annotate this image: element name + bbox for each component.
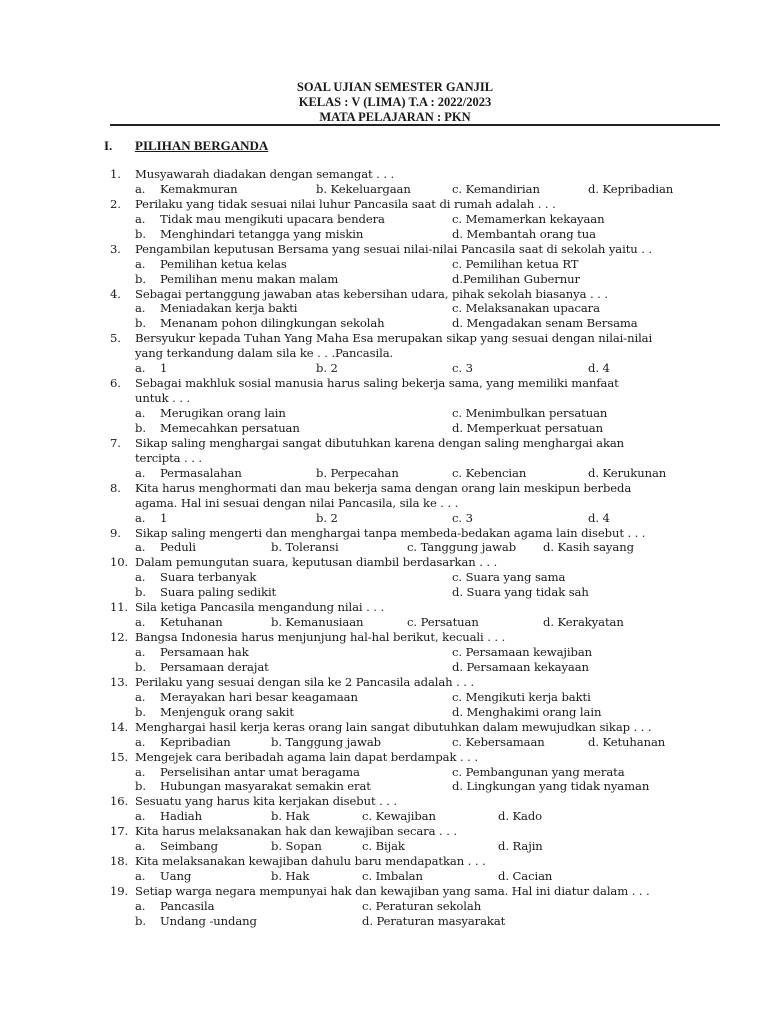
answer-option [362,914,505,929]
answer-option [135,272,338,287]
option-letter: b. [135,659,146,674]
option-text: d. Kasih sayang [543,540,634,555]
answer-option [362,839,405,854]
answer-option [135,212,385,227]
option-text: c. Pemilihan ketua RT [452,256,579,271]
answer-option [135,615,223,630]
option-text: c. Mengikuti kerja bakti [452,689,591,704]
option-text: Pancasila [160,898,215,913]
option-letter: a. [135,301,146,316]
option-letter: b. [135,704,146,719]
answer-option [452,779,649,794]
option-text: c. 3 [452,361,473,376]
question-number: 8. [110,480,121,495]
option-text: d. Kepribadian [588,181,674,196]
option-text: c. Persamaan kewajiban [452,645,593,659]
answer-option [135,914,257,929]
option-letter: b. [135,913,146,928]
option-text: Persamaan hak [160,645,249,659]
question-text: Pengambilan keputusan Bersama yang sesuai nilai-nilai Pancasila saat di sekolah yaitu . . [135,241,652,256]
question-item [0,526,768,556]
option-text: Merayakan hari besar keagamaan [160,689,358,704]
option-text: Kemakmuran [160,181,238,196]
question-list [0,167,768,929]
option-text: d. Membantah orang tua [452,226,596,241]
answer-option [588,735,665,750]
option-text: c. Melaksanakan upacara [452,301,600,316]
answer-option [452,660,589,675]
answer-option [271,540,339,555]
option-text: Merugikan orang lain [160,406,286,420]
answer-option [135,645,249,660]
option-text: Seimbang [160,839,218,854]
answer-option [452,585,589,600]
question-text: Setiap warga negara mempunyai hak dan kewajiban yang sama. Hal ini diatur dalam . . . [135,884,650,898]
option-letter: a. [135,361,146,376]
question-item [0,824,768,854]
answer-option [135,227,363,242]
answer-option [135,466,242,481]
option-letter: a. [135,540,146,555]
question-item [0,436,768,481]
option-text: c. Tanggung jawab [407,540,517,555]
answer-option [135,869,191,884]
question-text: Perilaku yang tidak sesuai nilai luhur Pancasila saat di rumah adalah . . . [135,196,556,211]
option-text: b. Sopan [271,839,322,854]
question-text: tercipta . . . [135,450,202,465]
question-number: 16. [110,794,129,809]
question-item [0,376,768,436]
option-text: Pemilihan menu makan malam [160,271,339,286]
question-number: 17. [110,824,129,839]
question-text: Kita harus menghormati dan mau bekerja sama dengan orang lain meskipun berbeda [135,480,632,495]
option-text: c. Bijak [362,839,405,854]
option-letter: a. [135,809,146,824]
option-text: Kepribadian [160,734,231,749]
question-number: 14. [110,719,129,734]
answer-option [498,869,552,884]
question-number: 15. [110,749,129,764]
answer-option [588,182,673,197]
option-letter: a. [135,734,146,749]
question-item [0,242,768,287]
option-text: Tidak mau mengikuti upacara bendera [160,211,385,226]
option-letter: a. [135,839,146,854]
question-item [0,600,768,630]
option-text: b. Toleransi [271,540,339,555]
answer-option [362,869,423,884]
question-text: Musyawarah diadakan dengan semangat . . . [135,167,395,181]
option-text: c. Memamerkan kekayaan [452,211,605,226]
option-letter: b. [135,779,146,794]
answer-option [452,227,596,242]
option-text: d. Memperkuat persatuan [452,420,603,435]
question-text: Sila ketiga Pancasila mengandung nilai . . . [135,600,385,615]
option-text: b. Hak [271,809,310,824]
answer-option [135,570,256,585]
option-text: Memecahkan persatuan [160,420,300,435]
answer-option [135,406,286,421]
answer-option [407,540,516,555]
question-item [0,794,768,824]
question-item [0,675,768,720]
option-text: b. Kemanusiaan [271,615,364,630]
option-text: d. Menghakimi orang lain [452,704,602,719]
question-number: 19. [110,884,129,898]
answer-option [452,316,638,331]
option-text: Hubungan masyarakat semakin erat [160,779,371,794]
option-text: Uang [160,869,192,884]
option-letter: a. [135,615,146,630]
subject: MATA PELAJARAN : PKN [319,110,471,124]
answer-option [271,735,381,750]
section-number: I. [104,138,113,153]
question-item [0,630,768,675]
option-text: b. Kekeluargaan [316,181,411,196]
option-text: c. Kebencian [452,465,527,480]
question-item [0,854,768,884]
question-item [0,720,768,750]
answer-option [452,570,565,585]
question-text: yang terkandung dalam sila ke . . .Pancasila. [135,346,394,361]
answer-option [452,645,592,660]
question-number: 10. [110,555,129,570]
option-text: c. Pembangunan yang merata [452,764,625,779]
option-text: Perselisihan antar umat beragama [160,764,360,779]
answer-option [135,316,385,331]
option-letter: a. [135,406,146,420]
option-letter: b. [135,316,146,331]
answer-option [498,839,543,854]
question-item [0,167,768,197]
question-number: 12. [110,630,129,645]
option-text: Ketuhanan [160,615,223,630]
answer-option [452,765,625,780]
question-text: Bangsa Indonesia harus menjunjung hal-hal berikut, kecuali . . . [135,630,506,645]
option-text: b. Hak [271,869,310,884]
answer-option [452,511,473,526]
option-text: Peduli [160,540,196,555]
option-text: c. Kemandirian [452,181,540,196]
option-text: d. Mengadakan senam Bersama [452,316,638,331]
answer-option [135,361,167,376]
question-item [0,481,768,526]
answer-option [452,212,604,227]
option-text: c. Menimbulkan persatuan [452,406,608,420]
answer-option [588,511,610,526]
option-letter: a. [135,645,146,659]
question-number: 5. [110,331,121,346]
answer-option [271,809,309,824]
option-text: b. 2 [316,510,338,525]
answer-option [316,511,338,526]
question-number: 11. [110,600,129,615]
option-text: c. Imbalan [362,869,423,884]
option-text: c. Suara yang sama [452,570,566,585]
question-item [0,555,768,600]
answer-option [135,735,231,750]
option-text: b. Tanggung jawab [271,734,381,749]
question-text: Menghargai hasil kerja keras orang lain sangat dibutuhkan dalam mewujudkan sikap . . . [135,719,652,734]
option-letter: a. [135,570,146,585]
option-text: Menghindari tetangga yang miskin [160,226,364,241]
option-letter: a. [135,689,146,704]
option-text: c. 3 [452,510,473,525]
option-text: d. Rajin [498,839,543,854]
answer-option [362,899,481,914]
header-divider [110,124,720,126]
answer-option [543,615,624,630]
option-text: Pemilihan ketua kelas [160,256,287,271]
answer-option [588,361,610,376]
answer-option [362,809,436,824]
option-text: Hadiah [160,809,202,824]
option-letter: a. [135,256,146,271]
option-letter: b. [135,585,146,600]
question-number: 6. [110,376,121,391]
option-text: Menanam pohon dilingkungan sekolah [160,316,385,331]
option-text: d. 4 [588,510,610,525]
answer-option [452,301,600,316]
option-text: Suara paling sedikit [160,585,277,600]
option-text: d. Persamaan kekayaan [452,659,589,674]
answer-option [271,869,309,884]
option-text: d. Cacian [498,869,553,884]
answer-option [271,615,363,630]
question-text: Kita harus melaksanakan hak dan kewajiban secara . . . [135,824,457,839]
answer-option [452,735,545,750]
option-letter: b. [135,420,146,435]
question-text: Sikap saling mengerti dan menghargai tanpa membeda-bedakan agama lain disebut . . . [135,525,646,540]
option-text: Meniadakan kerja bakti [160,301,298,316]
question-number: 7. [110,435,121,450]
question-text: Sebagai pertanggung jawaban atas kebersihan udara, pihak sekolah biasanya . . . [135,286,608,301]
question-number: 13. [110,674,129,689]
answer-option [135,809,202,824]
option-letter: b. [135,226,146,241]
question-number: 2. [110,196,121,211]
answer-option [452,182,540,197]
option-text: c. Persatuan [407,615,479,630]
answer-option [135,182,238,197]
answer-option [452,361,473,376]
exam-title: SOAL UJIAN SEMESTER GANJIL [296,80,494,94]
question-number: 9. [110,525,121,540]
question-item [0,287,768,332]
answer-option [135,301,297,316]
option-text: d. 4 [588,361,610,376]
answer-option [543,540,634,555]
question-text: Dalam pemungutan suara, keputusan diambil berdasarkan . . . [135,555,498,570]
option-text: d. Kado [498,809,543,824]
answer-option [135,511,167,526]
option-text: d.Pemilihan Gubernur [452,271,580,286]
answer-option [271,839,322,854]
option-text: Persamaan derajat [160,659,269,674]
option-text: 1 [160,510,168,525]
exam-header [0,80,768,125]
answer-option [135,765,360,780]
question-text: Mengejek cara beribadah agama lain dapat berdampak . . . [135,749,478,764]
option-letter: a. [135,211,146,226]
answer-option [135,690,358,705]
option-text: c. Kewajiban [362,809,436,824]
question-text: Sebagai makhluk sosial manusia harus saling bekerja sama, yang memiliki manfaat [135,376,619,391]
question-number: 4. [110,286,121,301]
answer-option [135,421,300,436]
answer-option [135,257,287,272]
question-text: agama. Hal ini sesuai dengan nilai Pancasila, sila ke . . . [135,495,459,510]
option-text: 1 [160,361,168,376]
option-text: d. Peraturan masyarakat [362,913,506,928]
option-text: d. Ketuhanan [588,734,666,749]
option-letter: a. [135,181,146,196]
answer-option [452,421,603,436]
option-text: Undang -undang [160,913,257,928]
answer-option [452,257,578,272]
option-text: d. Kerukunan [588,465,667,480]
option-letter: a. [135,465,146,480]
question-text: Kita melaksanakan kewajiban dahulu baru mendapatkan . . . [135,854,486,869]
question-item [0,884,768,929]
answer-option [452,690,591,705]
option-text: c. Kebersamaan [452,734,545,749]
option-text: Permasalahan [160,465,242,480]
answer-option [588,466,666,481]
option-letter: a. [135,510,146,525]
question-number: 18. [110,854,129,869]
answer-option [316,361,338,376]
option-text: d. Lingkungan yang tidak nyaman [452,779,650,794]
question-text: Bersyukur kepada Tuhan Yang Maha Esa merupakan sikap yang sesuai dengan nilai-nilai [135,331,653,346]
question-text: Perilaku yang sesuai dengan sila ke 2 Pancasila adalah . . . [135,674,475,689]
option-text: b. Perpecahan [316,465,399,480]
question-number: 3. [110,241,121,256]
question-item [0,197,768,242]
answer-option [452,705,601,720]
answer-option [135,540,196,555]
option-text: c. Peraturan sekolah [362,898,482,913]
question-number: 1. [110,167,121,181]
answer-option [316,182,411,197]
section-title: PILIHAN BERGANDA [135,138,269,153]
option-letter: a. [135,898,146,913]
answer-option [135,839,218,854]
option-text: d. Suara yang tidak sah [452,585,589,600]
answer-option [316,466,399,481]
answer-option [498,809,542,824]
answer-option [407,615,479,630]
question-text: Sesuatu yang harus kita kerjakan disebut . . . [135,794,398,809]
question-item [0,331,768,376]
question-text: untuk . . . [135,391,191,406]
answer-option [452,272,580,287]
option-letter: a. [135,869,146,884]
answer-option [452,466,526,481]
answer-option [135,899,214,914]
answer-option [135,779,371,794]
question-item [0,750,768,795]
answer-option [135,705,294,720]
option-text: Suara terbanyak [160,570,257,585]
answer-option [135,585,276,600]
question-text: Sikap saling menghargai sangat dibutuhkan karena dengan saling menghargai akan [135,435,625,450]
option-text: b. 2 [316,361,338,376]
option-text: d. Kerakyatan [543,615,624,630]
class-year: KELAS : V (LIMA) T.A : 2022/2023 [298,95,492,109]
option-letter: b. [135,271,146,286]
option-text: Menjenguk orang sakit [160,704,294,719]
answer-option [452,406,607,421]
answer-option [135,660,269,675]
option-letter: a. [135,764,146,779]
